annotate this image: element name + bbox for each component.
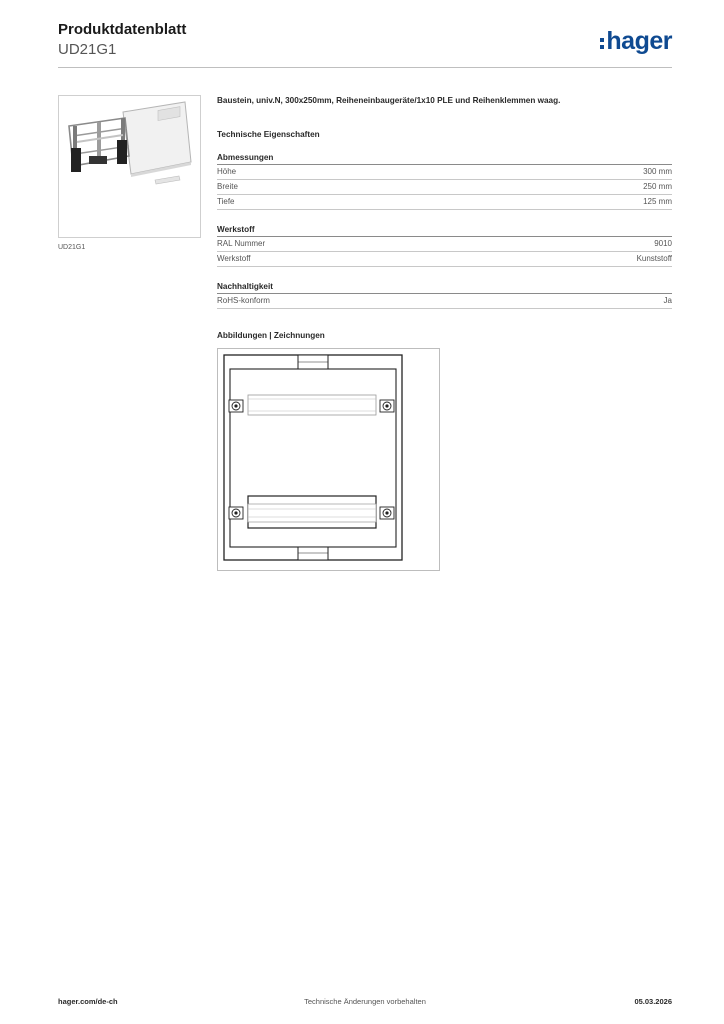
product-photo-caption: UD21G1 [58, 244, 86, 251]
drawings-heading: Abbildungen | Zeichnungen [217, 331, 325, 340]
header-divider [58, 67, 672, 68]
product-photo-illustration [59, 96, 200, 237]
hager-logo [600, 28, 672, 54]
table-row [217, 252, 672, 267]
table-row [217, 180, 672, 195]
footer-date: 05.03.2026 [634, 997, 672, 1006]
section-material [217, 225, 672, 267]
row-value: Ja [663, 296, 672, 305]
section-title: Abmessungen [217, 153, 672, 165]
page-header [58, 20, 672, 70]
table-row [217, 195, 672, 210]
logo-wordmark: hager [606, 27, 672, 55]
table-row [217, 294, 672, 309]
row-label: Tiefe [217, 197, 235, 206]
product-description: Baustein, univ.N, 300x250mm, Reiheneinbaugeräte/1x10 PLE und Reihenklemmen waag. [217, 96, 561, 105]
footer-website-link[interactable]: hager.com/de-ch [58, 997, 118, 1006]
row-label: Höhe [217, 167, 237, 176]
row-value: 300 mm [643, 167, 672, 176]
section-title: Werkstoff [217, 225, 672, 237]
section-title: Nachhaltigkeit [217, 282, 672, 294]
row-label: RoHS-konform [217, 296, 270, 305]
row-label: Werkstoff [217, 254, 251, 263]
technical-drawing [217, 348, 440, 571]
page-footer [58, 997, 672, 1011]
footer-note: Technische Änderungen vorbehalten [304, 997, 426, 1006]
row-value: 250 mm [643, 182, 672, 191]
logo-colon-icon [600, 38, 604, 49]
section-sustainability [217, 282, 672, 309]
tech-properties-heading: Technische Eigenschaften [217, 130, 320, 139]
product-photo [58, 95, 201, 238]
product-details [217, 95, 672, 571]
row-value: 9010 [654, 239, 672, 248]
table-row [217, 165, 672, 180]
table-row [217, 237, 672, 252]
section-dimensions [217, 153, 672, 210]
document-title: Produktdatenblatt [58, 21, 187, 38]
row-value: Kunststoff [636, 254, 672, 263]
technical-drawing-illustration [218, 349, 439, 570]
product-code: UD21G1 [58, 41, 117, 58]
row-label: RAL Nummer [217, 239, 266, 248]
row-label: Breite [217, 182, 238, 191]
row-value: 125 mm [643, 197, 672, 206]
